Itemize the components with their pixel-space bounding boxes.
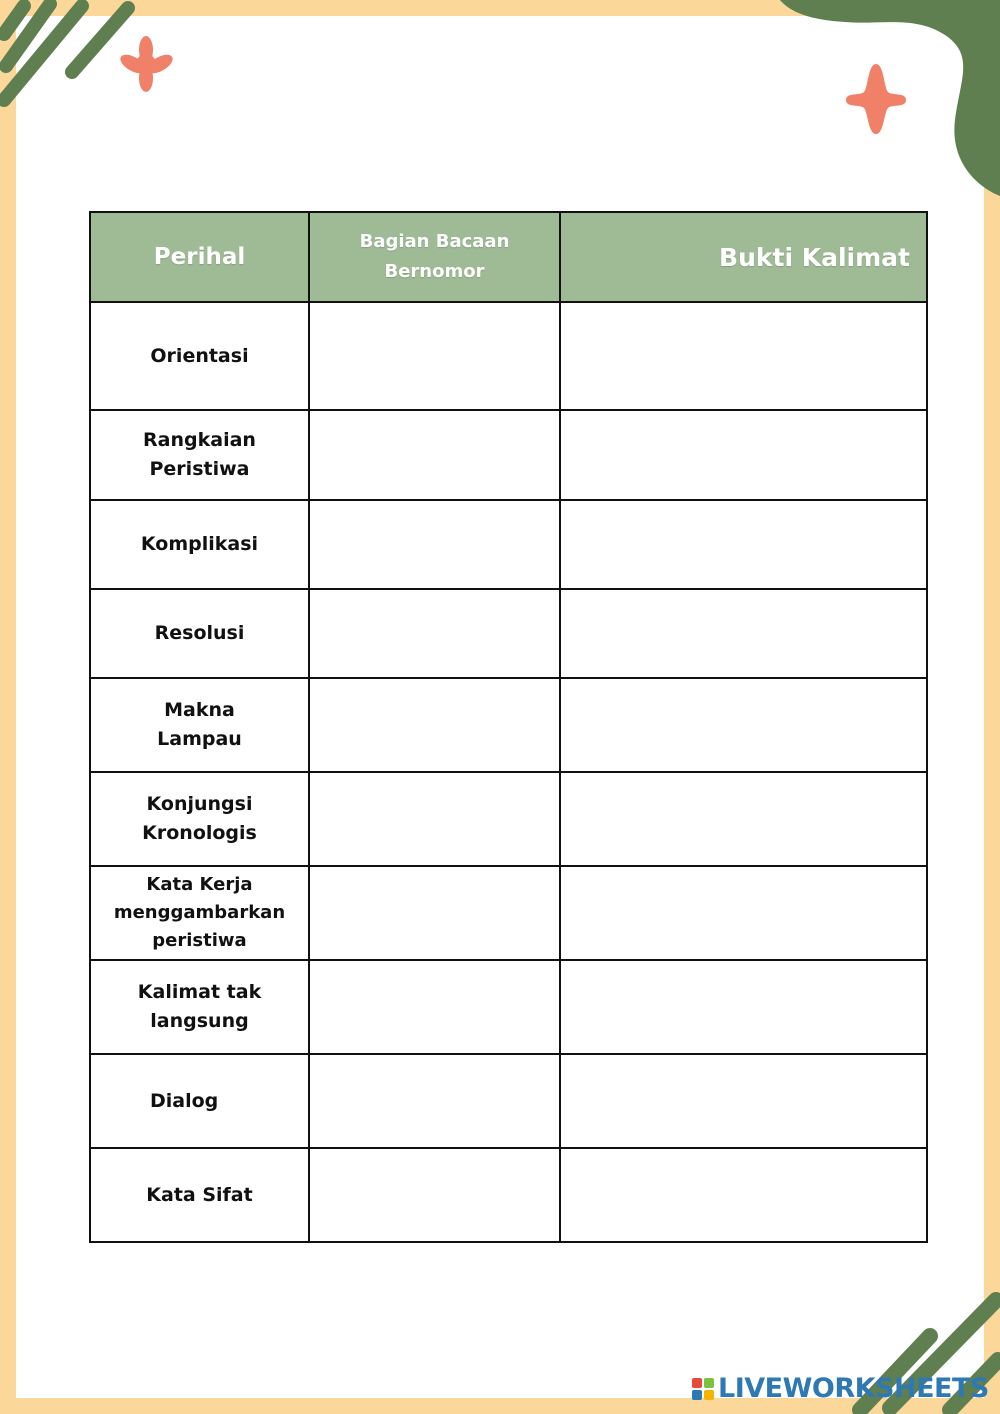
table-row [90, 866, 927, 960]
header-perihal: Perihal [90, 212, 309, 302]
bukti-kalimat-input[interactable] [560, 772, 927, 866]
bukti-kalimat-input[interactable] [560, 678, 927, 772]
bagian-bacaan-input[interactable] [309, 960, 560, 1054]
liveworksheets-logo [692, 1374, 989, 1404]
bukti-kalimat-input[interactable] [560, 302, 927, 410]
bukti-kalimat-input[interactable] [560, 1148, 927, 1242]
bagian-bacaan-input[interactable] [309, 302, 560, 410]
bagian-bacaan-input[interactable] [309, 772, 560, 866]
table-row [90, 1054, 927, 1148]
row-label [90, 302, 309, 410]
row-label-line2: langsung [150, 1010, 249, 1032]
row-label [90, 866, 309, 960]
bagian-bacaan-input[interactable] [309, 678, 560, 772]
bukti-kalimat-input[interactable] [560, 960, 927, 1054]
row-label [90, 500, 309, 589]
row-label [90, 1148, 309, 1242]
bagian-bacaan-input[interactable] [309, 1148, 560, 1242]
bukti-kalimat-input[interactable] [560, 866, 927, 960]
header-bagian-line1: Bagian Bacaan [359, 231, 510, 252]
header-bagian-bacaan [309, 212, 560, 302]
row-label [90, 1054, 309, 1148]
bukti-kalimat-input[interactable] [560, 500, 927, 589]
row-label-line1: Resolusi [154, 622, 245, 644]
row-label-line3: peristiwa [152, 930, 247, 951]
table-row [90, 678, 927, 772]
bagian-bacaan-input[interactable] [309, 866, 560, 960]
row-label-line2: Lampau [157, 728, 242, 750]
worksheet-table [89, 211, 928, 1243]
bagian-bacaan-input[interactable] [309, 1054, 560, 1148]
row-label [90, 410, 309, 500]
liveworksheets-logo-text: LIVEWORKSHEETS [718, 1373, 989, 1404]
table-row [90, 589, 927, 678]
bukti-kalimat-input[interactable] [560, 589, 927, 678]
table-header-row [90, 212, 927, 302]
row-label-line2: Peristiwa [149, 458, 250, 480]
row-label-line1: Kalimat tak [137, 981, 262, 1003]
row-label-line1: Makna [164, 699, 235, 721]
row-label-line2: menggambarkan [113, 902, 286, 923]
row-label-line1: Komplikasi [140, 533, 259, 555]
liveworksheets-logo-icon [692, 1378, 714, 1400]
row-label-line1: Orientasi [150, 344, 249, 367]
row-label [90, 960, 309, 1054]
table-row [90, 500, 927, 589]
header-bagian-line2: Bernomor [384, 261, 485, 282]
bagian-bacaan-input[interactable] [309, 410, 560, 500]
table-row [90, 410, 927, 500]
row-label-line1: Kata Kerja [146, 874, 253, 895]
table-row [90, 302, 927, 410]
header-bukti-kalimat: Bukti Kalimat [560, 212, 927, 302]
table-row [90, 1148, 927, 1242]
row-label-line1: Dialog [150, 1089, 219, 1112]
row-label-line1: Rangkaian [143, 429, 256, 451]
row-label [90, 678, 309, 772]
bagian-bacaan-input[interactable] [309, 500, 560, 589]
row-label [90, 589, 309, 678]
row-label-line1: Kata Sifat [146, 1183, 253, 1206]
row-label-line2: Kronologis [142, 822, 257, 844]
row-label-line1: Konjungsi [146, 793, 253, 815]
table-row [90, 960, 927, 1054]
bagian-bacaan-input[interactable] [309, 589, 560, 678]
bukti-kalimat-input[interactable] [560, 1054, 927, 1148]
row-label [90, 772, 309, 866]
bukti-kalimat-input[interactable] [560, 410, 927, 500]
table-row [90, 772, 927, 866]
